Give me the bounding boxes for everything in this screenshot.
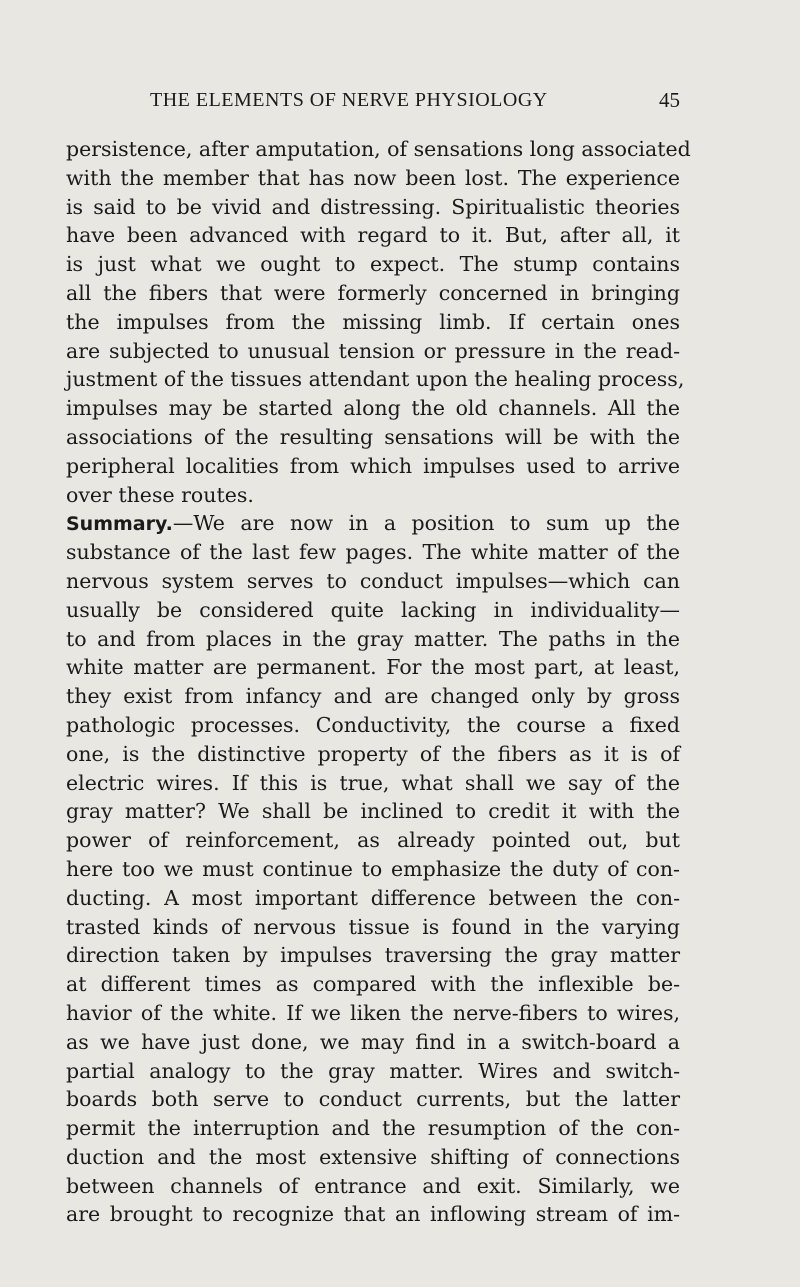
text-line: at different times as compared with the inflexible be- (66, 972, 680, 997)
text-line: all the fibers that were formerly concerned in bringing (66, 280, 680, 305)
body-text (66, 135, 691, 1229)
text-line: here too we must continue to emphasize the duty of con- (66, 856, 680, 881)
text-line: are brought to recognize that an inflowing stream of im- (66, 1202, 680, 1227)
text-line: direction taken by impulses traversing the gray matter (66, 943, 680, 968)
text-line: partial analogy to the gray matter. Wires and switch- (66, 1058, 680, 1083)
text-line: is said to be vivid and distressing. Spiritualistic theories (66, 194, 680, 219)
text-line: gray matter? We shall be inclined to credit it with the (66, 799, 680, 824)
text-line: as we have just done, we may find in a switch-board a (66, 1029, 680, 1054)
summary-first-line-text: —We are now in a position to sum up the (172, 511, 680, 536)
text-line: they exist from infancy and are changed only by gross (66, 684, 680, 709)
text-line: one, is the distinctive property of the fibers as it is of (66, 741, 680, 766)
text-line: between channels of entrance and exit. Similarly, we (66, 1173, 680, 1198)
text-line: pathologic processes. Conductivity, the course a fixed (66, 712, 680, 737)
text-line: substance of the last few pages. The white matter of the (66, 540, 680, 565)
text-line: peripheral localities from which impulses used to arrive (66, 453, 680, 478)
text-line: with the member that has now been lost. The experience (66, 165, 680, 190)
text-line: power of reinforcement, as already pointed out, but (66, 828, 680, 853)
text-line: permit the interruption and the resumption of the con- (66, 1116, 680, 1141)
summary-first-line (66, 509, 680, 538)
text-line: are subjected to unusual tension or pressure in the read- (66, 338, 680, 363)
text-line: white matter are permanent. For the most part, at least, (66, 655, 680, 680)
text-line: trasted kinds of nervous tissue is found in the varying (66, 914, 680, 939)
summary-label: Summary. (66, 513, 173, 536)
paragraph-amputation (66, 135, 691, 509)
text-line: havior of the white. If we liken the nerve-fibers to wires, (66, 1000, 680, 1025)
text-line: impulses may be started along the old channels. All the (66, 396, 680, 421)
text-line: nervous system serves to conduct impulses—which can (66, 568, 680, 593)
text-line: is just what we ought to expect. The stump contains (66, 252, 680, 277)
text-line: persistence, after amputation, of sensations long associated (66, 137, 691, 161)
text-line: boards both serve to conduct currents, but the latter (66, 1087, 680, 1112)
text-line: have been advanced with regard to it. But, after all, it (66, 223, 680, 248)
text-line: over these routes. (66, 482, 254, 507)
running-title: THE ELEMENTS OF NERVE PHYSIOLOGY (150, 89, 548, 111)
text-line: usually be considered quite lacking in individuality— (66, 597, 680, 622)
paragraph-summary (66, 509, 680, 1229)
text-line: justment of the tissues attendant upon the healing process, (66, 367, 685, 392)
text-line: the impulses from the missing limb. If certain ones (66, 309, 680, 334)
text-line: ducting. A most important difference between the con- (66, 885, 680, 910)
text-line: to and from places in the gray matter. The paths in the (66, 626, 680, 651)
page-number: 45 (659, 88, 680, 112)
text-line: electric wires. If this is true, what shall we say of the (66, 770, 680, 795)
text-line: associations of the resulting sensations will be with the (66, 424, 680, 449)
running-head (66, 88, 680, 112)
text-line: duction and the most extensive shifting of connections (66, 1144, 680, 1169)
